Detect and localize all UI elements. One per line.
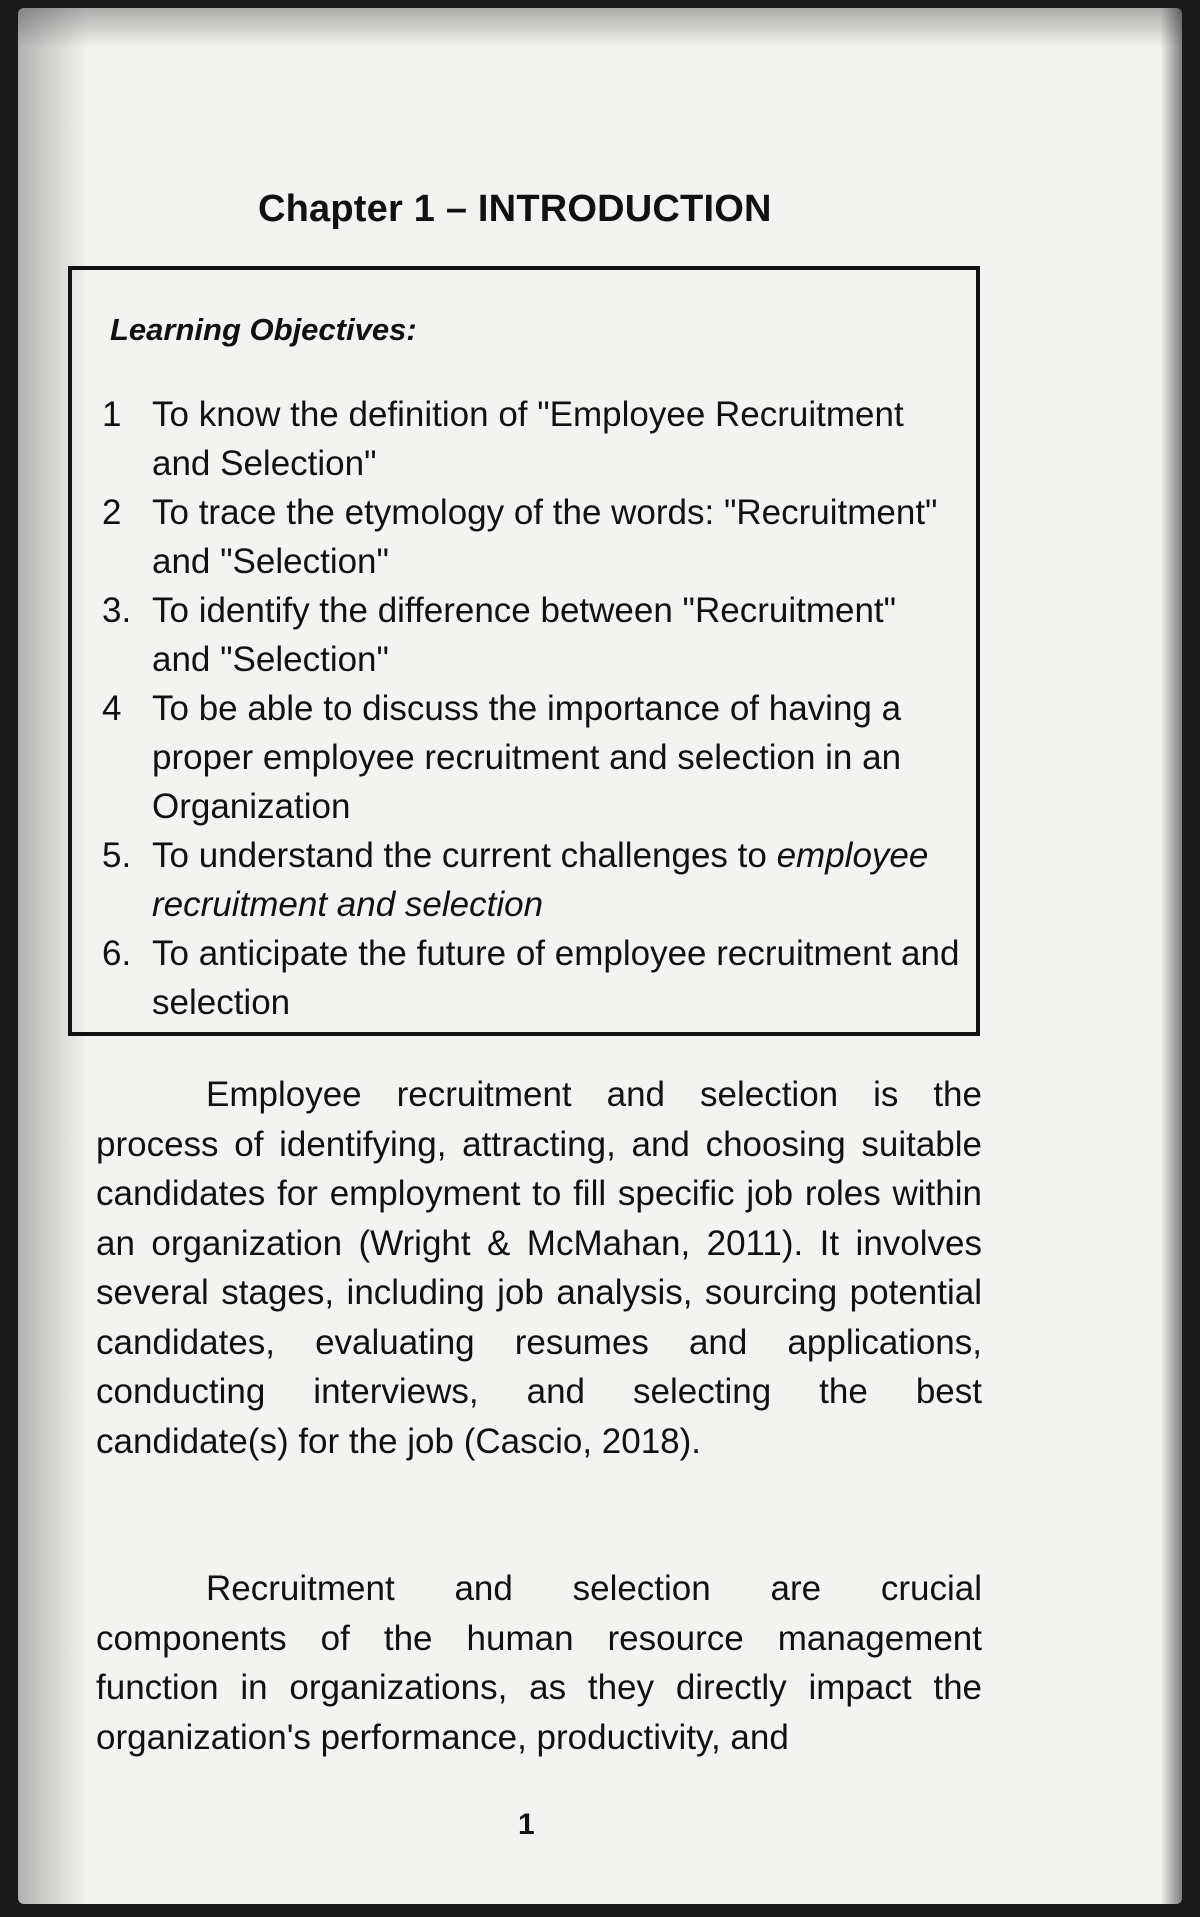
objective-item: [102, 586, 962, 684]
learning-objectives-box: [68, 266, 980, 1036]
objective-text: To identify the difference between "Recruitment" and "Selection": [152, 591, 897, 679]
objective-number: 1: [102, 395, 122, 434]
book-page: [18, 8, 1182, 1904]
page-number: 1: [518, 1808, 535, 1841]
objective-number: 3.: [102, 591, 132, 630]
objective-text-italic: employee recruitment and selection: [152, 836, 929, 924]
page-shadow-right: [1160, 8, 1182, 1904]
objective-item: [102, 488, 962, 586]
objective-item: [102, 684, 962, 831]
objective-item: [102, 929, 962, 1027]
objective-number: 5.: [102, 836, 132, 875]
objective-text-plain: To understand the current challenges to: [152, 836, 767, 875]
learning-objectives-list: [102, 390, 962, 1027]
objective-number: 6.: [102, 934, 132, 973]
page-shadow-top: [18, 8, 1182, 48]
objective-text: To anticipate the future of employee recruitment and selection: [152, 934, 960, 1022]
chapter-title: Chapter 1 – INTRODUCTION: [258, 188, 772, 230]
objective-number: 2: [102, 493, 122, 532]
objective-item: [102, 831, 962, 929]
objective-text: To be able to discuss the importance of having a proper employee recruitment and selection in an Organization: [152, 689, 902, 826]
body-paragraph-2: Recruitment and selection are crucial components of the human resource management function in organizations, as they directly impact the organization's performance, productivity, and: [96, 1569, 982, 1757]
objective-text: [152, 831, 962, 929]
objective-number: 4: [102, 689, 122, 728]
objective-text: To know the definition of "Employee Recruitment and Selection": [152, 395, 904, 483]
learning-objectives-heading: Learning Objectives:: [110, 312, 417, 347]
objective-text: To trace the etymology of the words: "Recruitment" and "Selection": [152, 493, 938, 581]
objective-item: [102, 390, 962, 488]
body-paragraph-1: Employee recruitment and selection is the process of identifying, attracting, and choosing suitable candidates for employment to fill specific job roles within an organization (Wright & McMahan, 2011). It involves several stages, including job analysis, sourcing potential candidates, evaluating resumes and applications, conducting interviews, and selecting the best candidate(s) for the job (Cascio, 2018).: [96, 1075, 982, 1461]
